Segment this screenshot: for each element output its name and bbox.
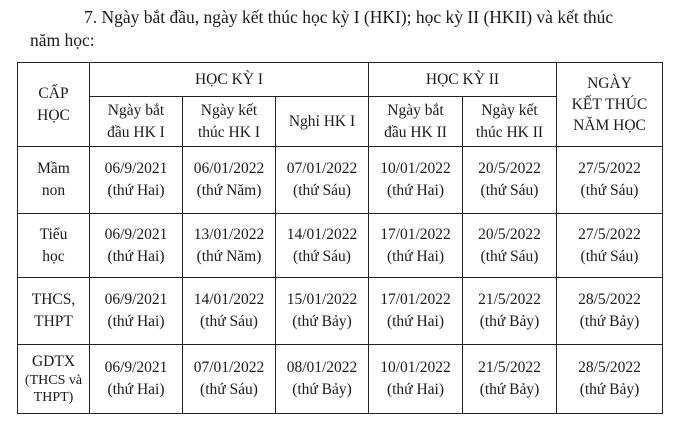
date-cell [369, 278, 463, 345]
heading-line-2: năm học: [30, 30, 95, 50]
date-cell [463, 278, 557, 345]
date-cell [183, 345, 276, 414]
weekday-value: (thứ Hai) [107, 247, 165, 265]
weekday-value: (thứ Sáu) [200, 381, 258, 398]
date-cell [557, 345, 663, 414]
date-value: 27/5/2022 [578, 225, 641, 243]
header-hk1-break: Nghỉ HK I [276, 97, 369, 147]
table-row [18, 278, 663, 345]
weekday-value: (thứ Sáu) [580, 182, 639, 199]
date-value: 15/01/2022 [286, 291, 358, 308]
date-cell [276, 345, 369, 414]
header-year-end: NGÀY KẾT THÚC NĂM HỌC [557, 63, 663, 147]
weekday-value: (thứ Bảy) [292, 313, 352, 330]
date-cell [276, 147, 369, 214]
date-value: 28/5/2022 [578, 291, 641, 308]
row-level [18, 278, 90, 345]
date-cell [90, 214, 183, 278]
date-cell [557, 214, 663, 278]
weekday-value: (thứ Năm) [196, 247, 262, 265]
weekday-value: (thứ Sáu) [200, 313, 258, 330]
date-value: 21/5/2022 [478, 359, 541, 376]
date-value: 21/5/2022 [478, 291, 541, 308]
weekday-value: (thứ Bảy) [579, 313, 640, 330]
row-level [18, 214, 90, 278]
weekday-value: (thứ Sáu) [480, 182, 539, 199]
weekday-value: (thứ Bảy) [479, 381, 540, 398]
date-cell [369, 147, 463, 214]
date-value: 20/5/2022 [478, 160, 541, 177]
date-cell [276, 214, 369, 278]
level-name: Mầm non [37, 160, 70, 199]
date-value: 17/01/2022 [380, 225, 451, 243]
weekday-value: (thứ Hai) [107, 313, 165, 330]
date-cell [183, 278, 276, 345]
date-value: 28/5/2022 [578, 359, 641, 376]
header-hk2-start: Ngày bắt đầu HK II [369, 97, 463, 147]
weekday-value: (thứ Hai) [107, 182, 165, 199]
date-value: 06/01/2022 [193, 160, 265, 177]
weekday-value: (thứ Bảy) [292, 381, 352, 398]
header-hk1-end: Ngày kết thúc HK I [183, 97, 276, 147]
date-value: 07/01/2022 [193, 359, 265, 376]
section-heading [30, 6, 660, 52]
date-cell [369, 345, 463, 414]
date-value: 06/9/2021 [104, 359, 168, 376]
date-value: 14/01/2022 [193, 291, 265, 308]
date-value: 07/01/2022 [286, 160, 358, 177]
date-cell [90, 147, 183, 214]
date-cell [557, 278, 663, 345]
weekday-value: (thứ Năm) [196, 182, 262, 199]
date-value: 06/9/2021 [104, 160, 168, 177]
date-cell [90, 278, 183, 345]
date-value: 14/01/2022 [286, 225, 358, 243]
school-year-schedule-table [17, 62, 663, 414]
weekday-value: (thứ Sáu) [480, 247, 539, 265]
date-value: 17/01/2022 [380, 291, 451, 308]
weekday-value: (thứ Hai) [386, 381, 445, 398]
date-value: 27/5/2022 [578, 160, 641, 177]
date-value: 06/9/2021 [104, 225, 168, 243]
date-cell [276, 278, 369, 345]
date-cell [183, 147, 276, 214]
level-name: GDTX [31, 353, 76, 370]
date-cell [557, 147, 663, 214]
table-row [18, 214, 663, 278]
row-level [18, 147, 90, 214]
header-hk1-group: HỌC KỲ I [90, 63, 369, 97]
heading-line-1: 7. Ngày bắt đầu, ngày kết thúc học kỳ I (HKI); học kỳ II (HKII) và kết thúc [84, 7, 614, 27]
date-value: 20/5/2022 [478, 225, 541, 243]
date-cell [369, 214, 463, 278]
weekday-value: (thứ Hai) [386, 313, 445, 330]
weekday-value: (thứ Sáu) [293, 182, 351, 199]
header-hk1-start: Ngày bắt đầu HK I [90, 97, 183, 147]
weekday-value: (thứ Hai) [386, 182, 445, 199]
date-cell [183, 214, 276, 278]
weekday-value: (thứ Hai) [386, 247, 445, 265]
level-name: THCS, THPT [31, 291, 76, 330]
header-hk2-group: HỌC KỲ II [369, 63, 557, 97]
weekday-value: (thứ Hai) [107, 381, 165, 398]
table-row [18, 147, 663, 214]
date-value: 10/01/2022 [380, 359, 451, 376]
header-hk2-end: Ngày kết thúc HK II [463, 97, 557, 147]
date-value: 08/01/2022 [286, 359, 358, 376]
header-level: CẤP HỌC [18, 63, 90, 147]
weekday-value: (thứ Sáu) [580, 247, 639, 265]
weekday-value: (thứ Bảy) [479, 313, 540, 330]
date-cell [463, 345, 557, 414]
table-row [18, 345, 663, 414]
weekday-value: (thứ Bảy) [579, 381, 640, 398]
date-cell [90, 345, 183, 414]
level-note: (THCS và THPT) [24, 373, 83, 405]
date-value: 13/01/2022 [193, 225, 265, 243]
weekday-value: (thứ Sáu) [293, 247, 351, 265]
level-name: Tiểu học [39, 225, 68, 265]
row-level [18, 345, 90, 414]
date-cell [463, 147, 557, 214]
date-value: 10/01/2022 [380, 160, 451, 177]
date-value: 06/9/2021 [104, 291, 168, 308]
date-cell [463, 214, 557, 278]
header-row-1 [18, 63, 663, 97]
